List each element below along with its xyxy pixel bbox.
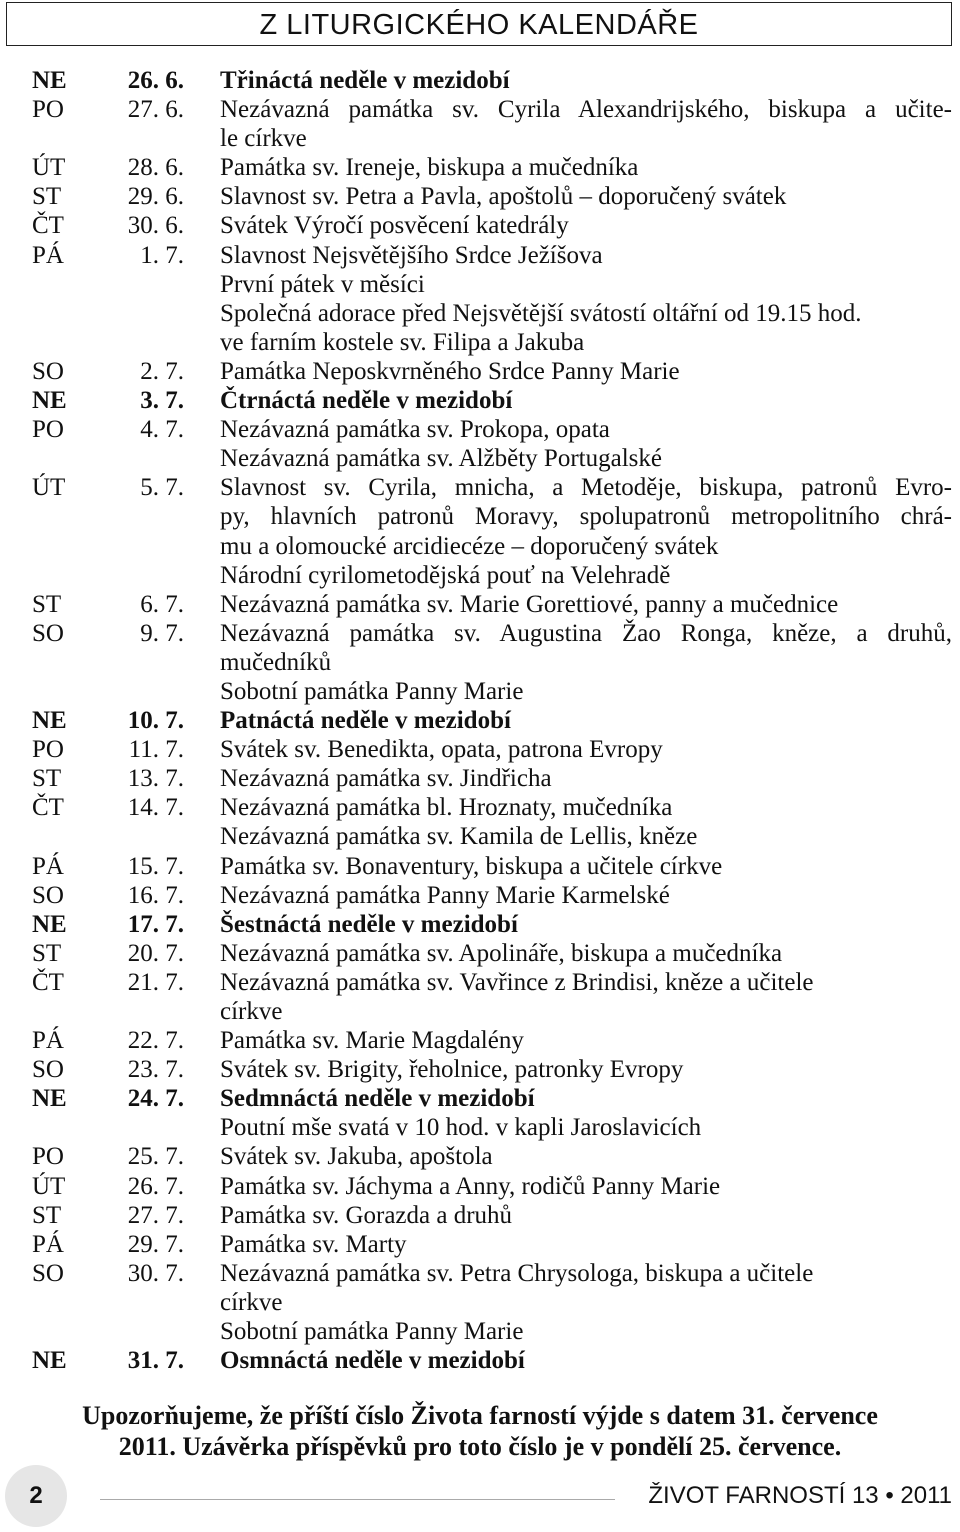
entry-description [220, 1201, 952, 1230]
entry-line: Nezávazná památka sv. Petra Chrysologa, biskupa a učitele [220, 1259, 814, 1287]
calendar-entry [0, 590, 960, 619]
entry-description [220, 735, 952, 764]
entry-line: Nezávazná památka sv. Prokopa, opata [220, 416, 610, 444]
entry-description [220, 1142, 952, 1171]
entry-weekday: ÚT [32, 154, 66, 182]
calendar-entry [0, 793, 960, 851]
calendar-entry [0, 939, 960, 968]
entry-description [220, 939, 952, 968]
entry-description [220, 357, 952, 386]
calendar-entry [0, 852, 960, 881]
entry-date: 2. 7. [140, 357, 184, 385]
entry-line: mu a olomoucké arcidiecéze – doporučený svátek [220, 532, 719, 560]
entry-date: 3. 7. [140, 387, 184, 415]
calendar-entry [0, 386, 960, 415]
entry-line: Památka Neposkvrněného Srdce Panny Marie [220, 357, 680, 385]
entry-line: Slavnost sv. Petra a Pavla, apoštolů – doporučený svátek [220, 183, 787, 211]
entry-date: 29. 6. [127, 183, 184, 211]
calendar-entry [0, 1201, 960, 1230]
entry-weekday: SO [32, 1056, 64, 1084]
entry-line: Svátek sv. Jakuba, apoštola [220, 1143, 493, 1171]
entry-line: Památka sv. Ireneje, biskupa a mučedníka [220, 154, 639, 182]
entry-line: Nezávazná památka sv. Augustina Žao Ronga, kněze, a druhů, [220, 619, 952, 647]
entry-weekday: NE [32, 910, 67, 938]
entry-line: Šestnáctá neděle v mezidobí [220, 910, 518, 938]
entry-line: Nezávazná památka sv. Alžběty Portugalské [220, 445, 662, 473]
entry-description [220, 66, 952, 95]
entry-line: Čtrnáctá neděle v mezidobí [220, 387, 513, 415]
entry-line: Svátek sv. Benedikta, opata, patrona Evropy [220, 736, 663, 764]
calendar-entry [0, 211, 960, 240]
entry-weekday: PO [32, 1143, 64, 1171]
entry-date: 4. 7. [140, 416, 184, 444]
entry-description [220, 1026, 952, 1055]
entry-line: Nezávazná památka Panny Marie Karmelské [220, 881, 670, 909]
calendar-entry [0, 1142, 960, 1171]
entry-line: Nezávazná památka sv. Marie Gorettiové, panny a mučednice [220, 590, 839, 618]
entry-weekday: SO [32, 881, 64, 909]
entry-weekday: ST [32, 590, 62, 618]
entry-line: mučedníků [220, 648, 332, 676]
entry-description [220, 764, 952, 793]
entry-date: 15. 7. [127, 852, 184, 880]
entry-date: 9. 7. [140, 619, 184, 647]
entry-line: Sobotní památka Panny Marie [220, 1318, 524, 1346]
entry-date: 26. 7. [127, 1172, 184, 1200]
entry-date: 1. 7. [140, 241, 184, 269]
calendar-entry [0, 66, 960, 95]
entry-date: 31. 7. [127, 1347, 184, 1375]
entry-description [220, 1259, 952, 1346]
entry-line: Slavnost sv. Cyrila, mnicha, a Metoděje, biskupa, patronů Evro- [220, 474, 952, 502]
entry-description [220, 852, 952, 881]
entry-description [220, 968, 952, 1026]
entry-date: 22. 7. [127, 1027, 184, 1055]
entry-description [220, 1055, 952, 1084]
entry-date: 21. 7. [127, 968, 184, 996]
entry-weekday: NE [32, 1347, 67, 1375]
entry-weekday: PO [32, 736, 64, 764]
calendar-entry [0, 182, 960, 211]
entry-weekday: PÁ [32, 852, 64, 880]
entry-weekday: PÁ [32, 1027, 64, 1055]
entry-line: Nezávazná památka sv. Vavřince z Brindisi, kněze a učitele [220, 968, 814, 996]
entry-line: Památka sv. Marie Magdalény [220, 1027, 524, 1055]
entry-line: Slavnost Nejsvětějšího Srdce Ježíšova [220, 241, 603, 269]
calendar-entry [0, 706, 960, 735]
calendar-entry [0, 619, 960, 706]
calendar-entry [0, 1026, 960, 1055]
entry-line: Třináctá neděle v mezidobí [220, 67, 510, 94]
entry-weekday: NE [32, 67, 67, 94]
calendar-entry [0, 1230, 960, 1259]
editorial-notice [20, 1400, 940, 1462]
entry-line: Nezávazná památka sv. Apolináře, biskupa a mučedníka [220, 939, 783, 967]
entry-line: Památka sv. Gorazda a druhů [220, 1201, 513, 1229]
calendar-entry [0, 95, 960, 153]
page-title: Z LITURGICKÉHO KALENDÁŘE [259, 9, 699, 41]
entry-line: církve [220, 998, 283, 1025]
entry-date: 27. 7. [127, 1201, 184, 1229]
entry-line: Nezávazná památka sv. Kamila de Lellis, kněze [220, 823, 698, 851]
entry-line: py, hlavních patronů Moravy, spolupatronů metropolitního chrá- [220, 503, 952, 531]
entry-description [220, 415, 952, 473]
calendar-entry [0, 473, 960, 589]
entry-weekday: SO [32, 619, 64, 647]
entry-weekday: PÁ [32, 1230, 64, 1258]
entry-line: Osmnáctá neděle v mezidobí [220, 1347, 525, 1375]
entry-weekday: NE [32, 707, 67, 735]
entry-date: 26. 6. [127, 67, 184, 94]
entry-description [220, 881, 952, 910]
entry-weekday: NE [32, 387, 67, 415]
notice-line-1: Upozorňujeme, že příští číslo Života farností výjde s datem 31. července [82, 1401, 878, 1430]
entry-weekday: ÚT [32, 474, 66, 502]
calendar-entry [0, 881, 960, 910]
calendar-entry [0, 910, 960, 939]
calendar-entry [0, 241, 960, 357]
entry-date: 24. 7. [127, 1085, 184, 1113]
entry-description [220, 1084, 952, 1142]
entry-date: 13. 7. [127, 765, 184, 793]
entry-description [220, 211, 952, 240]
entry-description [220, 241, 952, 357]
entry-description [220, 1172, 952, 1201]
entry-date: 6. 7. [140, 590, 184, 618]
entry-line: Patnáctá neděle v mezidobí [220, 707, 511, 735]
entry-description [220, 473, 952, 589]
entry-weekday: ÚT [32, 1172, 66, 1200]
entry-date: 14. 7. [127, 794, 184, 822]
entry-description [220, 182, 952, 211]
calendar-entry [0, 415, 960, 473]
entry-description [220, 910, 952, 939]
calendar-entry [0, 1346, 960, 1375]
entry-weekday: ČT [32, 212, 64, 240]
entry-line: Nezávazná památka sv. Cyrila Alexandrijského, biskupa a učite- [220, 96, 952, 124]
calendar-entry [0, 764, 960, 793]
entry-weekday: ST [32, 765, 62, 793]
entry-weekday: PÁ [32, 241, 64, 269]
notice-line-2: 2011. Uzávěrka příspěvků pro toto číslo je v pondělí 25. července. [118, 1432, 842, 1461]
entry-date: 27. 6. [127, 96, 184, 124]
entry-line: Společná adorace před Nejsvětější svátostí oltářní od 19.15 hod. [220, 299, 862, 327]
entry-weekday: ST [32, 183, 62, 211]
calendar-entry [0, 968, 960, 1026]
entry-line: le církve [220, 125, 307, 153]
entry-date: 10. 7. [127, 707, 184, 735]
entry-line: Národní cyrilometodějská pouť na Velehradě [220, 561, 671, 589]
entry-line: Svátek sv. Brigity, řeholnice, patronky Evropy [220, 1056, 684, 1084]
entry-description [220, 153, 952, 182]
entry-weekday: SO [32, 357, 64, 385]
entry-date: 28. 6. [127, 154, 184, 182]
entry-description [220, 1230, 952, 1259]
entry-line: Památka sv. Marty [220, 1230, 407, 1258]
calendar-entry [0, 153, 960, 182]
page-header [6, 2, 952, 46]
entry-description [220, 95, 952, 153]
entry-line: Nezávazná památka sv. Jindřicha [220, 765, 552, 793]
entry-description [220, 590, 952, 619]
entry-weekday: ST [32, 939, 62, 967]
calendar-entry [0, 1055, 960, 1084]
entry-description [220, 619, 952, 706]
entry-date: 11. 7. [128, 736, 184, 764]
entry-line: Sobotní památka Panny Marie [220, 677, 524, 705]
calendar-entry [0, 1259, 960, 1346]
calendar-entry [0, 1172, 960, 1201]
entry-weekday: PO [32, 96, 64, 124]
entry-date: 17. 7. [127, 910, 184, 938]
entry-description [220, 1346, 952, 1375]
entry-date: 30. 7. [127, 1259, 184, 1287]
entry-line: Svátek Výročí posvěcení katedrály [220, 212, 569, 240]
entry-date: 5. 7. [140, 474, 184, 502]
entry-date: 25. 7. [127, 1143, 184, 1171]
entry-line: církve [220, 1288, 283, 1316]
entry-line: ve farním kostele sv. Filipa a Jakuba [220, 328, 585, 356]
entry-description [220, 386, 952, 415]
entry-description [220, 793, 952, 851]
page-number: 2 [29, 1482, 43, 1509]
entry-line: Sedmnáctá neděle v mezidobí [220, 1085, 535, 1113]
entry-line: Nezávazná památka bl. Hroznaty, mučedníka [220, 794, 673, 822]
entry-weekday: PO [32, 416, 64, 444]
entry-weekday: NE [32, 1085, 67, 1113]
entry-date: 30. 6. [127, 212, 184, 240]
entry-date: 29. 7. [127, 1230, 184, 1258]
entry-line: První pátek v měsíci [220, 270, 425, 298]
entry-line: Památka sv. Jáchyma a Anny, rodičů Panny Marie [220, 1172, 721, 1200]
liturgical-calendar-list [0, 66, 960, 1375]
calendar-entry [0, 1084, 960, 1142]
entry-weekday: ST [32, 1201, 62, 1229]
footer-divider [100, 1499, 615, 1500]
entry-date: 20. 7. [127, 939, 184, 967]
entry-description [220, 706, 952, 735]
entry-weekday: SO [32, 1259, 64, 1287]
entry-weekday: ČT [32, 968, 64, 996]
entry-weekday: ČT [32, 794, 64, 822]
entry-date: 23. 7. [127, 1056, 184, 1084]
entry-line: Památka sv. Bonaventury, biskupa a učitele církve [220, 852, 723, 880]
publication-name: ŽIVOT FARNOSTÍ 13 • 2011 [648, 1482, 952, 1509]
entry-date: 16. 7. [127, 881, 184, 909]
calendar-entry [0, 735, 960, 764]
calendar-entry [0, 357, 960, 386]
entry-line: Poutní mše svatá v 10 hod. v kapli Jaroslavicích [220, 1114, 702, 1142]
